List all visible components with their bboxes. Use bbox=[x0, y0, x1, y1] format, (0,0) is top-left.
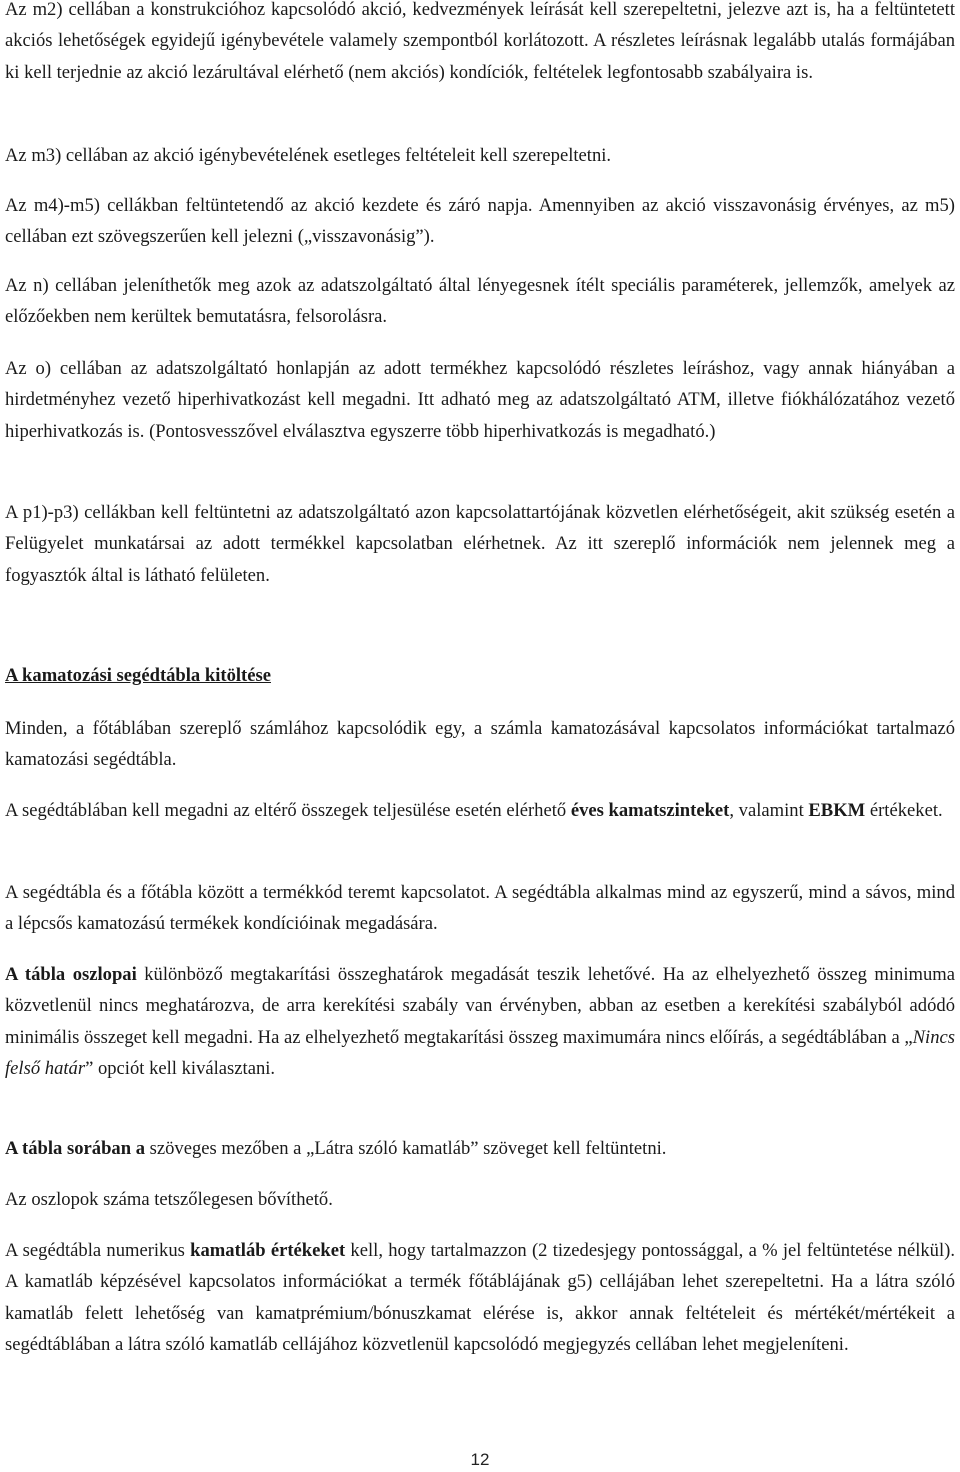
paragraph-o: Az o) cellában az adatszolgáltató honlapján az adott termékhez kapcsolódó részletes leíráshoz, vagy annak hiányában a hirdetményhez vezető hiperhivatkozást kell megadni. Itt adható meg az adatszolgáltató ATM, illetve fiókhálózatához vezető hiperhivatkozás is. (Pontosvesszővel elválasztva egyszerre több hiperhivatkozás is megadható.) bbox=[5, 358, 955, 442]
paragraph-p1-p3: A p1)-p3) cellákban kell feltüntetni az adatszolgáltató azon kapcsolattartójának közvetlen elérhetőségeit, akit szükség esetén a Felügyelet munkatársai az adott termékkel kapcsolatban elérhetnek. Az itt szereplő információk nem jelennek meg a fogyasztók által is látható felületen. bbox=[5, 502, 955, 586]
paragraph-m4-m5: Az m4)-m5) cellákban feltüntetendő az akció kezdete és záró napja. Amennyiben az akció visszavonásig érvényes, az m5) cellában ezt szövegszerűen kell jelezni („visszavonásig”). bbox=[5, 195, 955, 248]
paragraph-tabla-soraban: A tábla sorában a szöveges mezőben a „Látra szóló kamatláb” szöveget kell feltüntetni. bbox=[5, 1138, 667, 1159]
page-number: 12 bbox=[470, 1450, 490, 1469]
section-heading: A kamatozási segédtábla kitöltése bbox=[5, 665, 271, 686]
paragraph-kamatlab-ertekek: A segédtábla numerikus kamatláb értékeket kell, hogy tartalmazzon (2 tizedesjegy pontossággal, a % jel feltüntetése nélkül). A kamatláb képzésével kapcsolatos információkat a termék főtáblájának g5) cellájában lehet szerepeltetni. Ha a látra szóló kamatláb felett lehetőség van kamatprémium/bónuszkamat elérése is, akkor annak feltételeit és mértékét/mértékeit a segédtáblában a látra szóló kamatláb cellájához közvetlenül kapcsolódó megjegyzés cellában lehet megjeleníteni. bbox=[5, 1240, 955, 1355]
paragraph-m3: Az m3) cellában az akció igénybevételének esetleges feltételeit kell szerepeltetni. bbox=[5, 145, 612, 166]
paragraph-kamatszint: A segédtáblában kell megadni az eltérő összegek teljesülése esetén elérhető éves kamatszinteket, valamint EBKM értékeket. bbox=[5, 800, 943, 821]
paragraph-n: Az n) cellában jeleníthetők meg azok az adatszolgáltató által lényegesnek ítélt speciális paraméterek, jellemzők, amelyek az előzőekben nem kerültek bemutatásra, felsorolásra. bbox=[5, 275, 955, 328]
paragraph-m2: Az m2) cellában a konstrukcióhoz kapcsolódó akció, kedvezmények leírását kell szerepeltetni, jelezve azt is, ha a feltüntetett akciós lehetőségek egyidejű igénybevétele valamely szempontból korlátozott. A részletes leírásnak legalább utalás formájában ki kell terjednie az akció lezárultával elérhető (nem akciós) kondíciók, feltételek legfontosabb szabályaira is. bbox=[5, 0, 955, 83]
paragraph-tabla-oszlopai: A tábla oszlopai különböző megtakarítási összeghatárok megadását teszik lehetővé. Ha az elhelyezhető összeg minimuma közvetlenül nincs meghatározva, de arra kerekítési szabály van érvényben, abban az esetben a kerekítési szabályból adódó minimális összeget kell megadni. Ha az elhelyezhető megtakarítási összeg maximumára nincs előírás, a segédtáblában a „Nincs felső határ” opciót kell kiválasztani. bbox=[5, 964, 955, 1079]
paragraph-oszlopok-szama: Az oszlopok száma tetszőlegesen bővíthető. bbox=[5, 1189, 333, 1210]
paragraph-segedtabla-intro: Minden, a főtáblában szereplő számlához kapcsolódik egy, a számla kamatozásával kapcsolatos információkat tartalmazó kamatozási segédtábla. bbox=[5, 718, 955, 771]
paragraph-termekkod: A segédtábla és a főtábla között a termékkód teremt kapcsolatot. A segédtábla alkalmas mind az egyszerű, mind a sávos, mind a lépcsős kamatozású termékek kondícióinak megadására. bbox=[5, 882, 955, 935]
